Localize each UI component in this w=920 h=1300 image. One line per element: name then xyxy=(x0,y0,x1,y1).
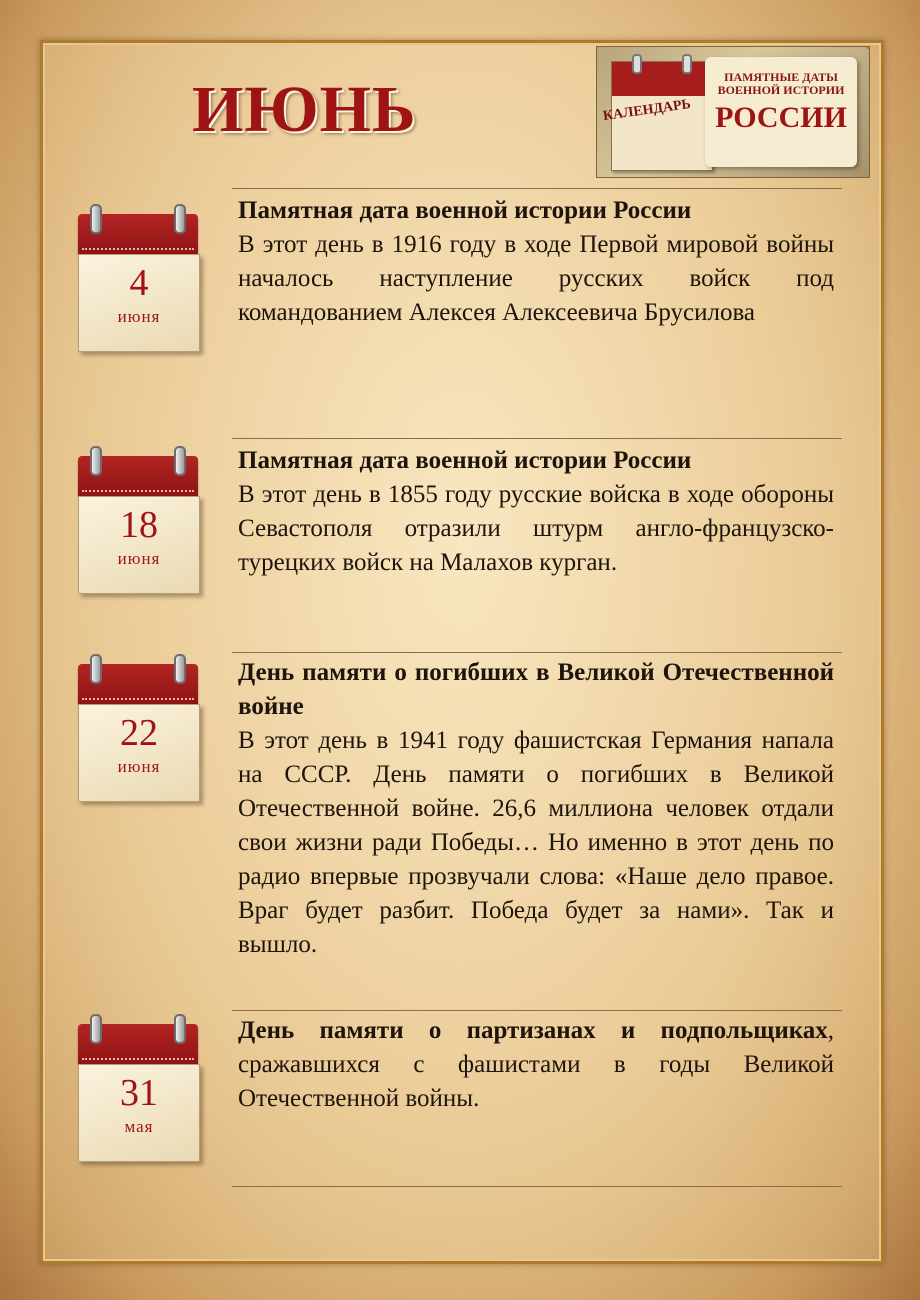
logo-line-2: ВОЕННОЙ ИСТОРИИ xyxy=(717,83,845,97)
calendar-page xyxy=(78,704,200,802)
calendar-ring-icon xyxy=(90,1014,102,1044)
calendar-month: июня xyxy=(117,757,161,776)
entry-divider xyxy=(232,1186,842,1187)
logo-line-3: РОССИИ xyxy=(715,101,847,134)
calendar-date-badge xyxy=(78,446,198,592)
calendar-ring-icon xyxy=(90,204,102,234)
month-title: ИЮНЬ xyxy=(192,73,417,146)
entry-body: В этот день в 1916 году в ходе Первой мировой войны началось наступление русских войск под командованием Алексея Алексеевича Брусилова xyxy=(238,231,834,326)
logo-subtitle xyxy=(705,71,857,97)
calendar-page xyxy=(78,1064,200,1162)
calendar-day: 22 xyxy=(120,712,158,754)
logo-line-1: ПАМЯТНЫЕ ДАТЫ xyxy=(724,70,838,84)
calendar-page xyxy=(78,254,200,352)
calendar-month: мая xyxy=(124,1117,154,1136)
entry-text xyxy=(238,194,834,330)
calendar-date-badge xyxy=(78,1014,198,1160)
calendar-ring-icon xyxy=(174,1014,186,1044)
calendar-ring-icon xyxy=(174,204,186,234)
calendar-date-badge xyxy=(78,654,198,800)
entry-body: В этот день в 1855 году русские войска в ходе обороны Севастополя отразили штурм англо-французско-турецких войск на Малахов курган. xyxy=(238,481,834,576)
calendar-day: 31 xyxy=(120,1072,158,1114)
calendar-ring-icon xyxy=(174,654,186,684)
entry-text xyxy=(238,1014,834,1116)
calendar-page xyxy=(78,496,200,594)
entry-text xyxy=(238,444,834,580)
calendar-ring-icon xyxy=(174,446,186,476)
calendar-ring-icon xyxy=(90,446,102,476)
logo-card-label: КАЛЕНДАРЬ xyxy=(602,96,692,125)
entry-heading: День памяти о партизанах и подпольщиках xyxy=(238,1017,828,1044)
entry-heading: Памятная дата военной истории России xyxy=(238,447,692,474)
calendar-month: июня xyxy=(117,549,161,568)
entry-divider xyxy=(232,188,842,189)
calendar-day: 18 xyxy=(120,504,158,546)
entry-divider xyxy=(232,438,842,439)
entry-body: , сражавшихся с фашистами в годы Великой Отечественной войны. xyxy=(238,1017,834,1112)
entry-heading: День памяти о погибших в Великой Отечественной войне xyxy=(238,659,834,720)
logo-scroll xyxy=(705,57,857,167)
entry-divider xyxy=(232,1010,842,1011)
calendar-logo xyxy=(596,46,870,178)
entry-divider xyxy=(232,652,842,653)
calendar-day: 4 xyxy=(129,262,149,304)
calendar-ring-icon xyxy=(90,654,102,684)
calendar-date-badge xyxy=(78,204,198,350)
entry-heading: Памятная дата военной истории России xyxy=(238,197,692,224)
entry-text xyxy=(238,656,834,962)
entry-body: В этот день в 1941 году фашистская Германия напала на СССР. День памяти о погибших в Великой Отечественной войне. 26,6 миллиона человек отдали свои жизни ради Победы… Но именно в этот день по радио впервые прозвучали слова: «Наше дело правое. Враг будет разбит. Победа будет за нами». Так и вышло. xyxy=(238,727,834,958)
calendar-month: июня xyxy=(117,307,161,326)
